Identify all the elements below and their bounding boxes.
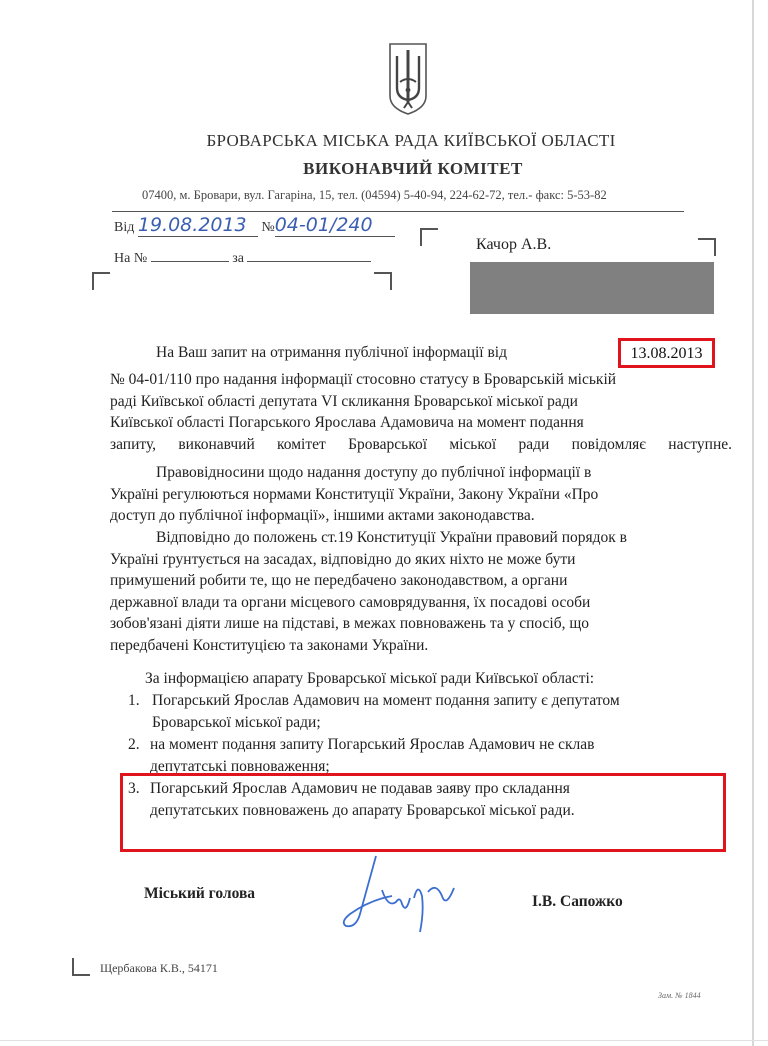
- text-line: депутатських повноважень до апарату Броварської міської ради.: [150, 801, 575, 819]
- text-line: раді Київської області депутата VI скликання Броварської міської ради: [110, 392, 578, 410]
- text-line: державної влади та органи місцевого самоврядування, їх посадові особи: [110, 593, 591, 611]
- paragraph-1-start: На Ваш запит на отримання публічної інформації від: [156, 344, 507, 361]
- corner-mark: [698, 238, 716, 256]
- ref-blank: [151, 249, 229, 262]
- paragraph-3: [110, 527, 716, 657]
- header-rule: [112, 211, 684, 212]
- text-line: Правовідносини щодо надання доступу до публічної інформації в: [156, 464, 592, 481]
- addressee-name: Качор А.В.: [476, 236, 552, 253]
- trident-emblem-icon: [386, 40, 430, 116]
- paragraph-2: [110, 462, 716, 527]
- corner-mark: [420, 228, 438, 246]
- paragraph-4: За інформацією апарату Броварської міської ради Київської області:: [145, 670, 595, 687]
- corner-mark: [374, 272, 392, 290]
- text-line: примушений робити те, що не передбачено законодавством, а органи: [110, 572, 568, 590]
- signatory-title: Міський голова: [144, 885, 256, 902]
- text-line: № 04-01/110 про надання інформації стосовно статусу в Броварській міській: [110, 371, 617, 388]
- text-line: Відповідно до положень ст.19 Конституції України правовий порядок в: [156, 529, 627, 546]
- of-label: за: [232, 251, 244, 266]
- list-item-number: 1.: [128, 692, 140, 709]
- redacted-block: [470, 262, 714, 314]
- list-item: [150, 734, 698, 777]
- text-line: Погарський Ярослав Адамович на момент подання запиту є депутатом: [152, 692, 620, 709]
- text-line: Україні ґрунтується на засадах, відповідно до яких ніхто не може бути: [110, 550, 576, 568]
- number-label: №: [261, 220, 275, 235]
- text-line: Україні регулюються нормами Конституції України, Закону України «Про: [110, 485, 599, 503]
- highlight-box: [120, 773, 726, 852]
- committee-title: ВИКОНАВЧИЙ КОМІТЕТ: [303, 159, 523, 178]
- text-line: депутатські повноваження;: [150, 757, 330, 775]
- text-line: запиту, виконавчий комітет Броварської міської ради повідомляє наступне.: [110, 435, 732, 453]
- list-item-number: 2.: [128, 736, 140, 753]
- executor-line: Щербакова К.В., 54171: [100, 961, 218, 975]
- outgoing-reference: [114, 214, 395, 237]
- reference-number: 04-01/240: [275, 214, 395, 237]
- text-line: зобов'язані діяти лише на підставі, в межах повноважень та у спосіб, що: [110, 615, 590, 633]
- paragraph-1: [110, 369, 732, 455]
- ref-label: На №: [114, 251, 148, 266]
- signatory-name: І.В. Сапожко: [532, 893, 623, 910]
- incoming-reference: [114, 249, 371, 267]
- address-line: 07400, м. Бровари, вул. Гагаріна, 15, тел. (04594) 5-40-94, 224-62-72, тел.- факс: 5-53-82: [142, 188, 607, 202]
- corner-mark: [92, 272, 110, 290]
- from-label: Від: [114, 220, 135, 235]
- text-line: доступ до публічної інформації», іншими актами законодавства.: [110, 507, 535, 525]
- order-number: Зам. № 1844: [658, 991, 701, 1000]
- text-line: на момент подання запиту Погарський Ярослав Адамович не склав: [150, 736, 595, 753]
- text-line: Погарський Ярослав Адамович не подавав заяву про складання: [150, 780, 570, 797]
- from-date: 19.08.2013: [138, 214, 258, 237]
- handwritten-signature-icon: [336, 852, 468, 942]
- text-line: Київської області Погарського Ярослава Адамовича на момент подання: [110, 414, 584, 432]
- list-item-number: 3.: [128, 780, 140, 797]
- list-item: [152, 690, 698, 733]
- council-title: БРОВАРСЬКА МІСЬКА РАДА КИЇВСЬКОЇ ОБЛАСТІ: [206, 131, 616, 150]
- page-edge-right: [752, 0, 754, 1046]
- corner-mark: [72, 958, 90, 976]
- text-line: передбачені Конституцією та законами України.: [110, 636, 429, 654]
- of-blank: [247, 249, 371, 262]
- page-edge-bottom: [0, 1040, 768, 1041]
- text-line: Броварської міської ради;: [152, 713, 321, 731]
- highlighted-date: 13.08.2013: [618, 338, 715, 368]
